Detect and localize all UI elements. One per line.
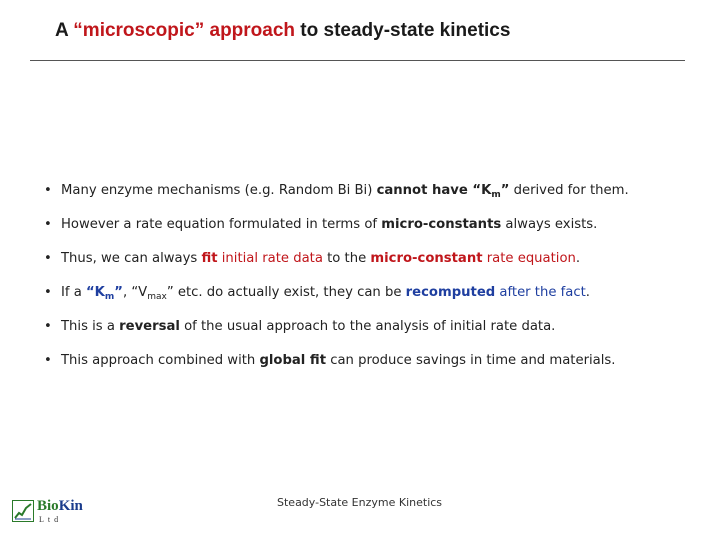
bullet-item xyxy=(44,317,714,351)
bullet-marker: • xyxy=(44,183,52,198)
title-highlight: “microscopic” approach xyxy=(73,20,296,41)
bullet-emphasis: reversal xyxy=(119,319,180,334)
bullet-text: , “V xyxy=(122,285,148,300)
bullet-marker: • xyxy=(44,285,52,300)
bullet-highlight: rate equation xyxy=(482,251,576,266)
bullet-text: . xyxy=(575,251,581,266)
bullet-text: always exists. xyxy=(501,217,598,232)
bullet-text: to the xyxy=(322,251,371,266)
bullet-text: However a rate equation formulated in terms of xyxy=(61,217,382,232)
title-divider xyxy=(30,60,685,61)
bullet-emphasis: global fit xyxy=(259,353,327,368)
bullet-text: of the usual approach to the analysis of initial rate data. xyxy=(179,319,556,334)
logo-bio-text: Bio xyxy=(37,498,59,514)
bullet-emphasis: ” xyxy=(114,285,123,300)
bullet-emphasis: “K xyxy=(86,285,105,300)
bullet-marker: • xyxy=(44,251,52,266)
bullet-text: can produce savings in time and materials. xyxy=(326,353,616,368)
bullet-subscript: m xyxy=(491,190,501,200)
bullet-highlight: initial rate data xyxy=(217,251,323,266)
bullet-text: Many enzyme mechanisms (e.g. Random Bi Bi) xyxy=(61,183,377,198)
bullet-item xyxy=(44,215,714,249)
bullet-marker: • xyxy=(44,353,52,368)
bullet-item xyxy=(44,249,714,283)
slide-title xyxy=(55,20,510,42)
bullet-text: If a xyxy=(61,285,86,300)
bullet-text: . xyxy=(585,285,590,300)
bullet-emphasis: ” xyxy=(500,183,510,198)
bullet-marker: • xyxy=(44,319,52,334)
bullet-emphasis: fit xyxy=(201,251,218,266)
logo-wordmark xyxy=(37,498,83,515)
biokin-logo xyxy=(12,498,92,526)
bullet-marker: • xyxy=(44,217,52,232)
bullet-emphasis: micro-constant xyxy=(370,251,483,266)
bullet-item xyxy=(44,283,714,317)
bullet-emphasis: micro-constants xyxy=(381,217,502,232)
bullet-text: This is a xyxy=(61,319,120,334)
bullet-subscript: m xyxy=(104,292,115,302)
bullet-list xyxy=(44,181,714,385)
bullet-emphasis: recomputed xyxy=(405,285,496,300)
biokin-logo-graph-icon xyxy=(12,500,34,522)
bullet-text: derived for them. xyxy=(509,183,629,198)
title-prefix: A xyxy=(55,20,74,41)
bullet-highlight: after the fact xyxy=(495,285,586,300)
title-suffix: to steady-state kinetics xyxy=(295,20,511,41)
bullet-item xyxy=(44,351,714,385)
logo-kin-text: Kin xyxy=(58,498,83,514)
bullet-text: ” etc. do actually exist, they can be xyxy=(166,285,406,300)
slide-footer: Steady-State Enzyme Kinetics xyxy=(277,496,443,509)
bullet-emphasis: cannot have “K xyxy=(376,183,492,198)
bullet-text: This approach combined with xyxy=(61,353,260,368)
logo-ltd-text: Ltd xyxy=(39,515,63,524)
bullet-subscript: max xyxy=(147,292,167,302)
bullet-item xyxy=(44,181,714,215)
bullet-text: Thus, we can always xyxy=(61,251,202,266)
